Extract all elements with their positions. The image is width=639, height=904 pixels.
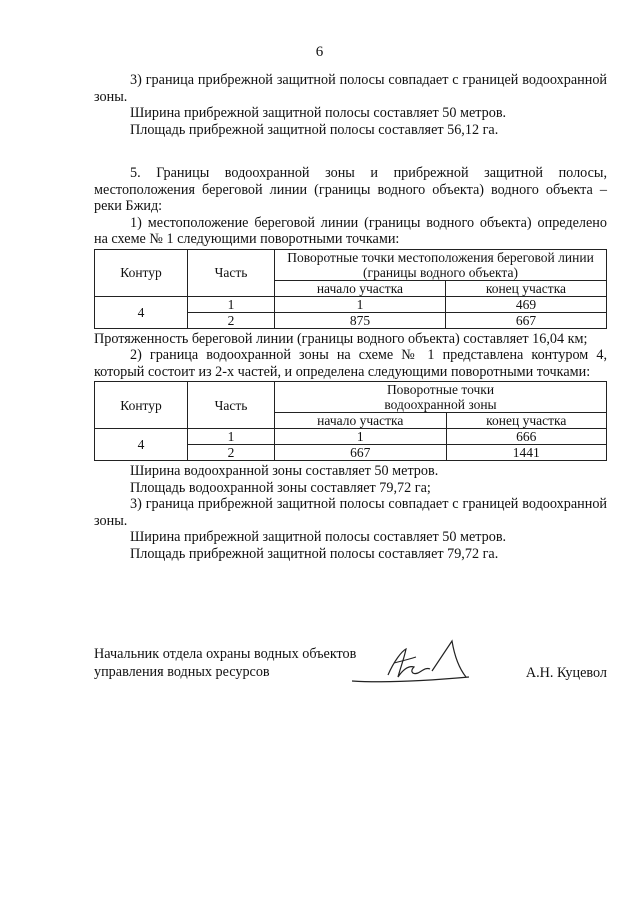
cell-part: 1 [188, 429, 275, 445]
shoreline-length: Протяженность береговой линии (границы водного объекта) составляет 16,04 км; [94, 330, 588, 347]
header-contour: Контур [95, 382, 188, 429]
cell-start: 667 [275, 445, 447, 461]
paragraph-strip-area: Площадь прибрежной защитной полосы составляет 56,12 га. [130, 121, 499, 138]
signature-block [94, 645, 607, 693]
page-number: 6 [315, 44, 324, 60]
item1-intro: 1) местоположение береговой линии (границы водного объекта) определено на схеме № 1 следующими поворотными точками: [94, 214, 607, 247]
cell-end: 666 [446, 429, 606, 445]
header-start: начало участка [275, 280, 446, 296]
header-points-group: Поворотные точки местоположения береговой линии (границы водного объекта) [275, 249, 607, 280]
cell-start: 1 [275, 429, 447, 445]
header-start: начало участка [275, 413, 447, 429]
signatory-title [94, 645, 356, 681]
table-row [95, 296, 607, 312]
header-part: Часть [188, 249, 275, 296]
cell-start: 1 [275, 296, 446, 312]
cell-end: 1441 [446, 445, 606, 461]
header-group-line2: водоохранной зоны [384, 397, 497, 412]
section5-heading: 5. Границы водоохранной зоны и прибрежной защитной полосы, местоположения береговой линии (границы водного объекта) водного объекта – реки Бжид: [94, 165, 607, 214]
paragraph-boundary-coincides: 3) граница прибрежной защитной полосы совпадает с границей водоохранной зоны. [94, 72, 607, 105]
cell-contour: 4 [95, 429, 188, 461]
table-row [95, 429, 607, 445]
handwritten-signature-icon [344, 637, 474, 695]
cell-part: 1 [188, 296, 275, 312]
wpz-width: Ширина водоохранной зоны составляет 50 метров. [130, 463, 439, 479]
signatory-name: А.Н. Куцевол [525, 665, 607, 681]
header-end: конец участка [446, 413, 606, 429]
item3: 3) граница прибрежной защитной полосы совпадает с границей водоохранной зоны. [94, 496, 607, 529]
cell-start: 875 [275, 312, 446, 328]
signatory-title-line1: Начальник отдела охраны водных объектов [94, 646, 357, 662]
header-contour: Контур [95, 249, 188, 296]
paragraph-strip-width: Ширина прибрежной защитной полосы составляет 50 метров. [130, 105, 507, 121]
strip-width: Ширина прибрежной защитной полосы составляет 50 метров. [130, 529, 507, 545]
document-body [94, 72, 607, 562]
header-end: конец участка [445, 280, 606, 296]
table-header-row [95, 249, 607, 280]
cell-end: 667 [445, 312, 606, 328]
header-group-line1: Поворотные точки [386, 382, 495, 397]
header-points-group [275, 382, 607, 413]
table-header-row [95, 382, 607, 413]
shoreline-points-table [94, 249, 607, 329]
section-gap [94, 138, 607, 165]
header-part: Часть [188, 382, 275, 429]
strip-area: Площадь прибрежной защитной полосы составляет 79,72 га. [130, 545, 499, 562]
signatory-title-line2: управления водных ресурсов [94, 664, 270, 680]
wpz-points-table [94, 381, 607, 461]
item2-intro: 2) граница водоохранной зоны на схеме № 1 представлена контуром 4, который состоит из 2-х частей, и определена следующими поворотными точками: [94, 347, 607, 380]
wpz-area: Площадь водоохранной зоны составляет 79,72 га; [130, 479, 431, 496]
cell-end: 469 [445, 296, 606, 312]
cell-part: 2 [188, 312, 275, 328]
cell-part: 2 [188, 445, 275, 461]
cell-contour: 4 [95, 296, 188, 328]
